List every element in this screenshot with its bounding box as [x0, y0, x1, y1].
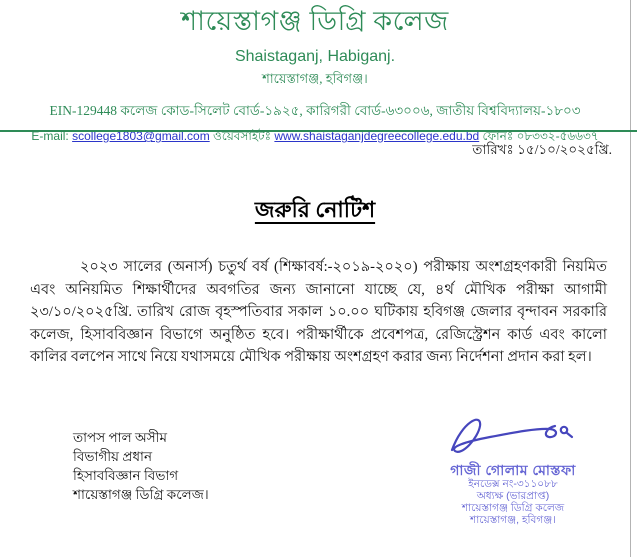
signatory-department: হিসাববিজ্ঞান বিভাগ — [73, 468, 179, 483]
stamp-location: শায়েস্তাগঞ্জ, হবিগঞ্জ। — [470, 514, 556, 526]
signatory-name: তাপস পাল অসীম — [73, 430, 167, 445]
stamp-text — [418, 462, 608, 526]
stamp-college: শায়েস্তাগঞ্জ ডিগ্রি কলেজ — [461, 502, 565, 514]
phone-label: ফোনঃ — [482, 129, 514, 143]
date-line: তারিখঃ ১৫/১০/২০২৫খ্রি. — [472, 142, 612, 157]
email-link[interactable]: scollege1803@gmail.com — [72, 129, 210, 143]
stamp-designation: অধ্যক্ষ (ভারপ্রাপ্ত) — [476, 490, 550, 502]
letterhead — [0, 4, 630, 148]
website-label: ওয়েবসাইটঃ — [213, 129, 272, 143]
email-label: E-mail: — [31, 129, 69, 143]
signatory-title: বিভাগীয় প্রধান — [73, 449, 153, 464]
stamp-principal-name: গাজী গোলাম মোস্তফা — [450, 462, 576, 478]
principal-stamp-block — [418, 410, 608, 526]
header-divider-rule — [0, 130, 637, 132]
signatory-college: শায়েস্তাগঞ্জ ডিগ্রি কলেজ। — [73, 487, 209, 502]
college-name-bengali: শায়েস্তাগঞ্জ ডিগ্রি কলেজ — [181, 6, 449, 36]
signature-icon — [438, 410, 588, 462]
stamp-index-number: ইনডেক্স নং-৩১১০৮৮ — [468, 478, 558, 490]
page-right-edge-divider — [630, 0, 631, 557]
website-link[interactable]: www.shaistaganjdegreecollege.edu.bd — [274, 129, 480, 143]
college-location-bengali: শায়েস্তাগঞ্জ, হবিগঞ্জ। — [262, 71, 368, 86]
phone-number: ০৮৩৩২-৫৬৬৩৭ — [516, 129, 599, 143]
signatory-block — [73, 428, 209, 504]
notice-title-wrap — [0, 193, 630, 230]
notice-body-paragraph: ২০২৩ সালের (অনার্স) চতুর্থ বর্ষ (শিক্ষাবর্ষ:-২০১৯-২০২০) পরীক্ষায় অংশগ্রহণকারী নিয়মিত এবং অনিয়মিত শিক্ষার্থীদের অবগতির জন্য জানানো যাচ্ছে যে, ৪র্থ মৌখিক পরীক্ষা আগামী ২৩/১০/২০২৫খ্রি. তারিখ রোজ বৃহস্পতিবার সকাল ১০.০০ ঘটিকায় হবিগঞ্জ জেলার বৃন্দাবন সরকারি কলেজ, হিসাববিজ্ঞান বিভাগে অনুষ্ঠিত হবে। পরীক্ষার্থীকে প্রবেশপত্র, রেজিস্ট্রেশন কার্ড এবং কালো কালির বলপেন সাথে নিয়ে যথাসময়ে মৌখিক পরীক্ষায় অংশগ্রহণ করার জন্য নির্দেশনা প্রদান করা হল। — [30, 259, 607, 365]
ein-codes-line: EIN-129448 কলেজ কোড-সিলেট বোর্ড-১৯২৫, কারিগরী বোর্ড-৬৩০০৬, জাতীয় বিশ্ববিদ্যালয়-১৮০৩ — [49, 103, 581, 118]
notice-title: জরুরি নোটিশ — [254, 197, 376, 222]
college-name-english: Shaistaganj, Habiganj. — [234, 48, 396, 65]
